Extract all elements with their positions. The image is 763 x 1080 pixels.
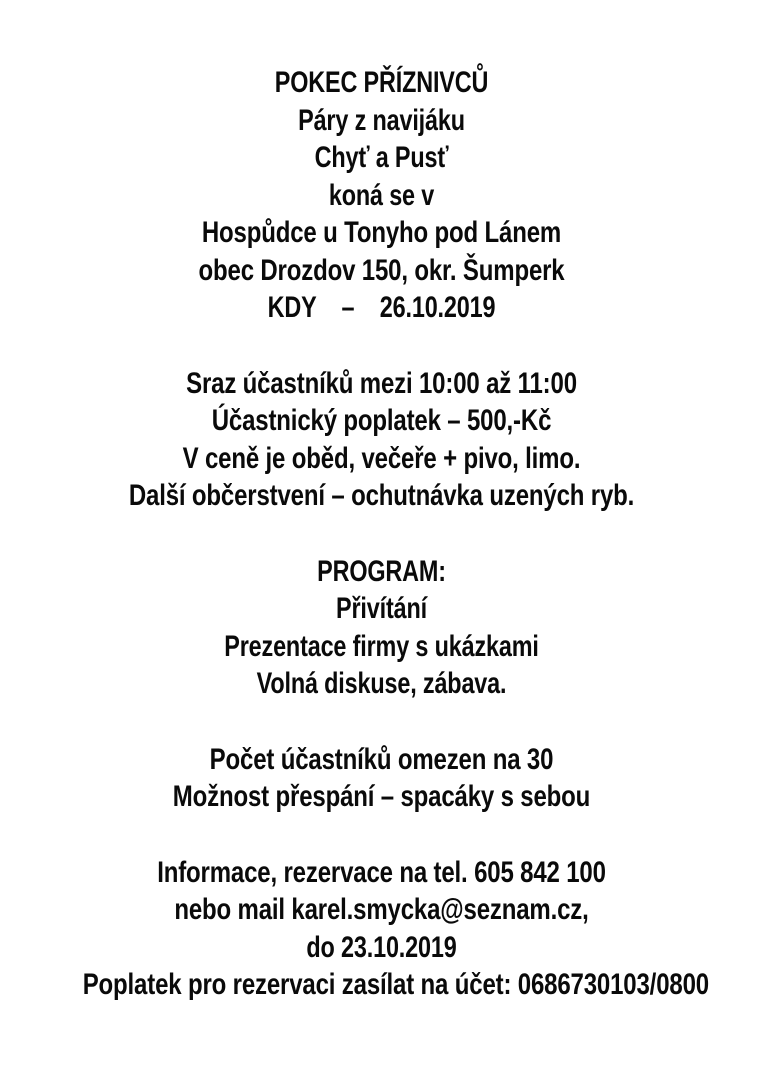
program-item-discussion: Volná diskuse, zábava. (256, 667, 507, 700)
program-item-welcome: Přivítání (336, 592, 427, 625)
event-title: POKEC PŘÍZNIVCŮ (274, 66, 489, 99)
venue-address: obec Drozdov 150, okr. Šumperk (198, 253, 565, 287)
fee-includes: V ceně je oběd, večeře + pivo, limo. (182, 441, 581, 475)
venue-name: Hospůdce u Tonyho pod Lánem (201, 216, 562, 249)
venue-intro: koná se v (328, 178, 435, 212)
details-block (8, 365, 755, 515)
participation-fee: Účastnický poplatek – 500,-Kč (211, 404, 552, 437)
arrival-time: Sraz účastníků mezi 10:00 až 11:00 (186, 366, 577, 400)
capacity-block (8, 741, 755, 816)
event-subtitle: Páry z navijáku (298, 103, 465, 137)
program-block (8, 553, 755, 703)
event-tagline: Chyť a Pusť (314, 141, 449, 174)
accommodation-note: Možnost přespání – spacáky s sebou (172, 780, 591, 813)
capacity-limit: Počet účastníků omezen na 30 (209, 742, 554, 776)
contact-email: nebo mail karel.smycka@seznam.cz, (174, 893, 589, 926)
program-item-presentation: Prezentace firmy s ukázkami (224, 629, 539, 663)
contact-block (8, 854, 755, 1004)
contact-phone: Informace, rezervace na tel. 605 842 100 (157, 855, 606, 889)
heading-block (8, 64, 755, 327)
reservation-deadline: do 23.10.2019 (306, 930, 457, 964)
extra-refreshments: Další občerstvení – ochutnávka uzených ryb. (128, 479, 635, 512)
bank-account: Poplatek pro rezervaci zasílat na účet: 0686730103/0800 (82, 968, 709, 1001)
event-date: KDY – 26.10.2019 (267, 291, 496, 324)
program-heading: PROGRAM: (317, 554, 446, 588)
